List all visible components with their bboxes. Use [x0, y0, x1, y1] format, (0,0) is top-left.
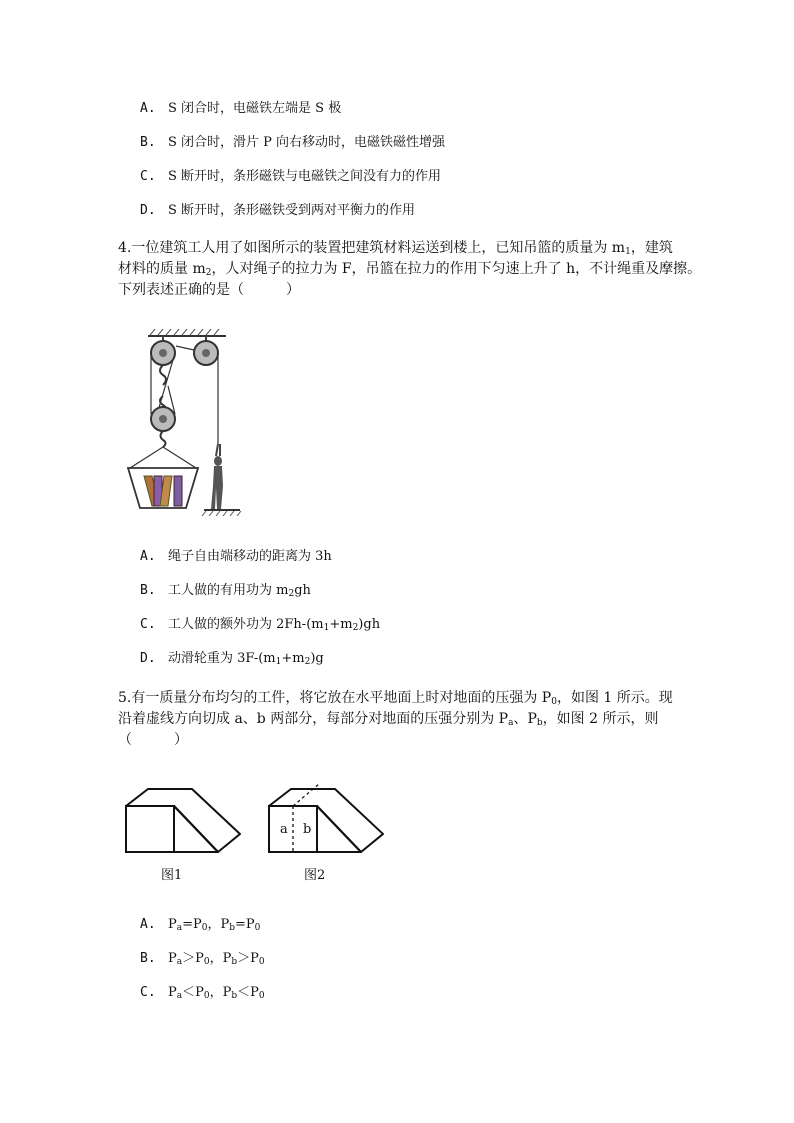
- q4-stem-line-2: 材料的质量 $m_2$，人对绳子的拉力为 F，吊篮在拉力的作用下匀速上升了 h，不计绳重及摩擦。: [118, 261, 702, 278]
- q3-option-b: [140, 134, 445, 152]
- option-label: A.: [140, 101, 156, 116]
- option-label: C.: [140, 169, 156, 184]
- question-5-stem: [118, 688, 688, 751]
- q3-option-c: [140, 168, 441, 186]
- q4-option-d: D. 动滑轮重为 $3F-(m_1+m_2)g$: [140, 651, 324, 667]
- pulley-system-figure: [118, 326, 248, 516]
- part-a-label: a: [280, 822, 288, 837]
- option-text: S 断开时，条形磁铁受到两对平衡力的作用: [168, 203, 416, 218]
- q5-stem-line-3: （ ）: [118, 732, 188, 748]
- option-text: S 断开时，条形磁铁与电磁铁之间没有力的作用: [168, 169, 442, 184]
- q4-option-a: A. 绳子自由端移动的距离为 3h: [140, 549, 332, 564]
- q5-stem-line-2: 沿着虚线方向切成 a、b 两部分，每部分对地面的压强分别为 $P_a$、$P_b$，如图 2 所示，则: [118, 711, 659, 728]
- q5-option-b: B. $P_a>P_0$，$P_b>P_0$: [140, 951, 265, 967]
- q4-stem-line-1: 4.一位建筑工人用了如图所示的装置把建筑材料运送到楼上，已知吊篮的质量为 $m_1$，建筑: [118, 240, 673, 257]
- option-text: S 闭合时，滑片 P 向右移动时，电磁铁磁性增强: [168, 135, 446, 150]
- q3-option-a: [140, 100, 341, 118]
- q5-option-c: C. $P_a<P_0$，$P_b<P_0$: [140, 985, 265, 1001]
- figure-1-caption: 图1: [161, 868, 183, 883]
- q5-option-a: A. $P_a=P_0$，$P_b=P_0$: [140, 917, 261, 933]
- q5-stem-line-1: 5.有一质量分布均匀的工件，将它放在水平地面上时对地面的压强为 $P_0$，如图 1 所示。现: [118, 690, 673, 707]
- q4-option-b: B. 工人做的有用功为 $m_2gh$: [140, 583, 311, 599]
- figure-2-caption: 图2: [304, 868, 326, 883]
- option-text: S 闭合时，电磁铁左端是 S 极: [168, 101, 342, 116]
- q3-option-d: [140, 202, 415, 220]
- q4-option-c: C. 工人做的额外功为 $2Fh-(m_1+m_2)gh$: [140, 617, 381, 633]
- option-label: D.: [140, 203, 156, 218]
- part-b-label: b: [303, 822, 312, 837]
- q4-stem-line-3: 下列表述正确的是（ ）: [118, 282, 300, 298]
- workpiece-figure-2: [263, 780, 388, 856]
- workpiece-figure-1: [120, 786, 245, 856]
- option-label: B.: [140, 135, 156, 150]
- question-4-stem: [118, 238, 702, 301]
